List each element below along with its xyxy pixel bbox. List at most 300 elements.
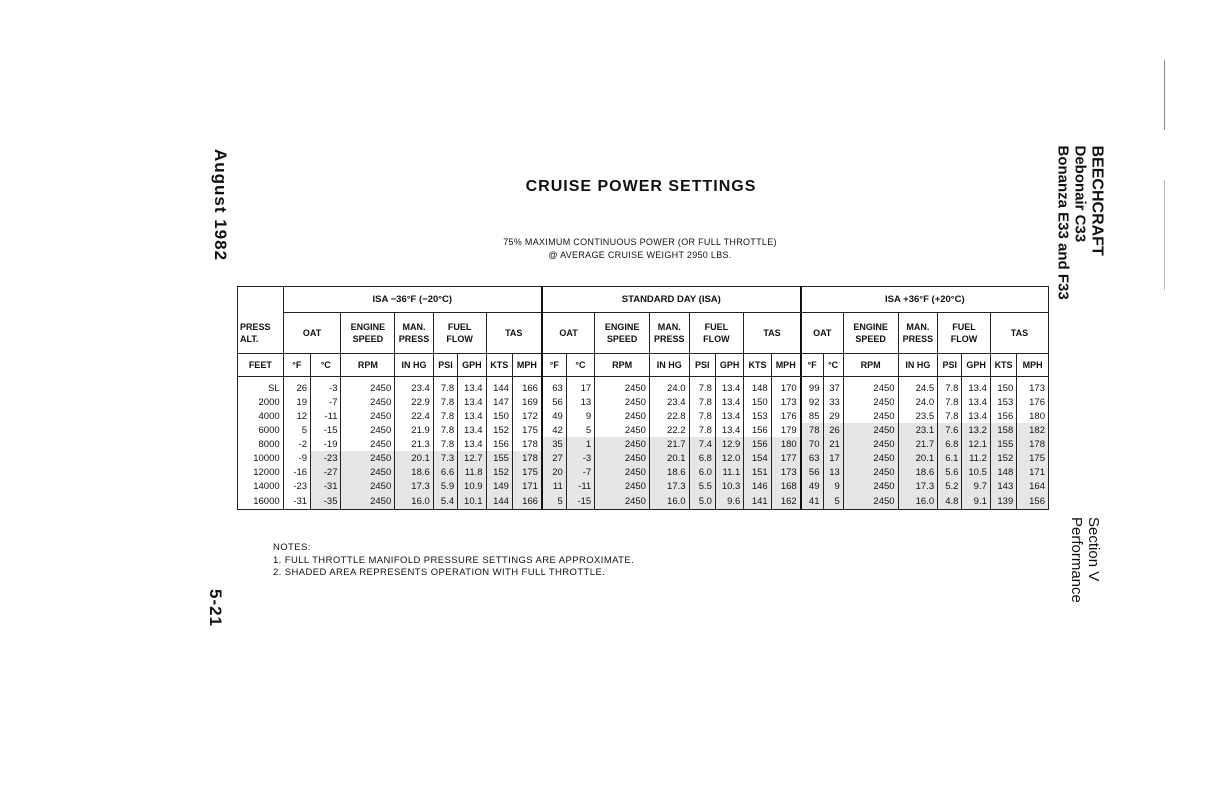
data-cell: 148 bbox=[744, 381, 771, 395]
data-cell: -15 bbox=[311, 423, 341, 437]
data-cell: 99 bbox=[801, 381, 823, 395]
section-line: Performance bbox=[1068, 517, 1085, 603]
table-row bbox=[238, 465, 1049, 479]
data-cell: 11 bbox=[542, 479, 566, 493]
data-cell: 2450 bbox=[843, 381, 898, 395]
data-cell: 156 bbox=[744, 437, 771, 451]
page-title: CRUISE POWER SETTINGS bbox=[525, 178, 757, 195]
data-cell: 11.2 bbox=[962, 451, 990, 465]
unit-header: °F bbox=[801, 354, 823, 377]
data-cell: -27 bbox=[311, 465, 341, 479]
data-cell: 9 bbox=[566, 409, 594, 423]
data-cell: 13 bbox=[566, 395, 594, 409]
data-cell: 2450 bbox=[843, 423, 898, 437]
units-row bbox=[238, 354, 1049, 377]
man-press-header: MAN. PRESS bbox=[649, 313, 689, 354]
data-cell: 20.1 bbox=[395, 451, 434, 465]
data-cell: 171 bbox=[512, 479, 542, 493]
data-cell: 21 bbox=[823, 437, 843, 451]
unit-header: PSI bbox=[433, 354, 457, 377]
data-cell: 10.3 bbox=[715, 479, 743, 493]
data-cell: 144 bbox=[486, 493, 512, 510]
data-cell: 13.4 bbox=[715, 409, 743, 423]
unit-header: PSI bbox=[689, 354, 715, 377]
tas-header: TAS bbox=[744, 313, 801, 354]
data-cell: 35 bbox=[542, 437, 566, 451]
table-row bbox=[238, 493, 1049, 510]
alt-cell: 2000 bbox=[238, 395, 284, 409]
data-cell: 153 bbox=[744, 409, 771, 423]
data-cell: 153 bbox=[990, 395, 1016, 409]
data-cell: 78 bbox=[801, 423, 823, 437]
data-cell: 2450 bbox=[341, 493, 395, 510]
data-cell: 180 bbox=[771, 437, 800, 451]
page-subtitle bbox=[440, 236, 840, 262]
data-cell: 178 bbox=[1017, 437, 1049, 451]
data-cell: 2450 bbox=[595, 409, 650, 423]
data-cell: 171 bbox=[1017, 465, 1049, 479]
data-cell: 92 bbox=[801, 395, 823, 409]
data-cell: 24.5 bbox=[898, 381, 938, 395]
data-cell: 13.4 bbox=[458, 381, 486, 395]
data-cell: 170 bbox=[771, 381, 800, 395]
data-cell: 144 bbox=[486, 381, 512, 395]
data-cell: 2450 bbox=[595, 479, 650, 493]
data-cell: 2450 bbox=[843, 409, 898, 423]
data-cell: -11 bbox=[311, 409, 341, 423]
unit-header: IN HG bbox=[395, 354, 434, 377]
data-cell: 7.3 bbox=[433, 451, 457, 465]
data-cell: 7.8 bbox=[433, 381, 457, 395]
unit-header: MPH bbox=[512, 354, 542, 377]
data-cell: 2450 bbox=[843, 465, 898, 479]
data-cell: 141 bbox=[744, 493, 771, 510]
fuel-flow-header: FUEL FLOW bbox=[689, 313, 744, 354]
cruise-power-table bbox=[237, 286, 1049, 510]
data-cell: 2450 bbox=[595, 465, 650, 479]
data-cell: 20.1 bbox=[898, 451, 938, 465]
brand-line: Debonair C33 bbox=[1071, 145, 1089, 243]
data-cell: 156 bbox=[486, 437, 512, 451]
data-cell: 29 bbox=[823, 409, 843, 423]
unit-header: °C bbox=[823, 354, 843, 377]
data-cell: 175 bbox=[512, 423, 542, 437]
fuel-flow-header: FUEL FLOW bbox=[433, 313, 486, 354]
fuel-flow-header: FUEL FLOW bbox=[938, 313, 991, 354]
table-body bbox=[238, 377, 1049, 510]
data-cell: -23 bbox=[311, 451, 341, 465]
unit-header: °C bbox=[311, 354, 341, 377]
unit-header: IN HG bbox=[649, 354, 689, 377]
alt-cell: 10000 bbox=[238, 451, 284, 465]
data-cell: 18.6 bbox=[395, 465, 434, 479]
corner-cell bbox=[238, 287, 284, 313]
data-cell: -16 bbox=[283, 465, 310, 479]
data-cell: -31 bbox=[311, 479, 341, 493]
data-cell: 12.0 bbox=[715, 451, 743, 465]
data-cell: 7.6 bbox=[938, 423, 962, 437]
data-cell: 24.0 bbox=[898, 395, 938, 409]
unit-header: GPH bbox=[458, 354, 486, 377]
data-cell: 16.0 bbox=[649, 493, 689, 510]
data-cell: 168 bbox=[771, 479, 800, 493]
data-cell: 56 bbox=[542, 395, 566, 409]
subtitle-line: 75% MAXIMUM CONTINUOUS POWER (OR FULL THROTTLE) bbox=[503, 237, 777, 247]
alt-cell: 6000 bbox=[238, 423, 284, 437]
data-cell: 7.8 bbox=[938, 395, 962, 409]
data-cell: 17 bbox=[823, 451, 843, 465]
data-cell: -7 bbox=[311, 395, 341, 409]
data-cell: 20.1 bbox=[649, 451, 689, 465]
data-cell: 166 bbox=[512, 381, 542, 395]
data-cell: -2 bbox=[283, 437, 310, 451]
data-cell: 16.0 bbox=[395, 493, 434, 510]
unit-header: KTS bbox=[486, 354, 512, 377]
engine-speed-header: ENGINE SPEED bbox=[843, 313, 898, 354]
data-cell: 12 bbox=[283, 409, 310, 423]
data-cell: 13.4 bbox=[962, 409, 990, 423]
tas-header: TAS bbox=[486, 313, 542, 354]
data-cell: 166 bbox=[512, 493, 542, 510]
data-cell: 2450 bbox=[595, 423, 650, 437]
data-cell: 16.0 bbox=[898, 493, 938, 510]
unit-header: RPM bbox=[595, 354, 650, 377]
table-row bbox=[238, 451, 1049, 465]
data-cell: 2450 bbox=[341, 423, 395, 437]
data-cell: 2450 bbox=[595, 395, 650, 409]
data-cell: 173 bbox=[771, 465, 800, 479]
data-cell: 176 bbox=[771, 409, 800, 423]
data-cell: 7.4 bbox=[689, 437, 715, 451]
section-line: Section V bbox=[1085, 517, 1102, 582]
data-cell: 9.1 bbox=[962, 493, 990, 510]
scan-edge-line bbox=[1164, 180, 1165, 290]
data-cell: 49 bbox=[801, 479, 823, 493]
data-cell: 17.3 bbox=[649, 479, 689, 493]
data-cell: 9.7 bbox=[962, 479, 990, 493]
engine-speed-header: ENGINE SPEED bbox=[341, 313, 395, 354]
data-cell: 33 bbox=[823, 395, 843, 409]
data-cell: -31 bbox=[283, 493, 310, 510]
data-cell: 182 bbox=[1017, 423, 1049, 437]
table-row bbox=[238, 437, 1049, 451]
engine-speed-header: ENGINE SPEED bbox=[595, 313, 650, 354]
unit-header: MPH bbox=[1017, 354, 1049, 377]
data-cell: 172 bbox=[512, 409, 542, 423]
data-cell: 7.8 bbox=[433, 423, 457, 437]
data-cell: 12.1 bbox=[962, 437, 990, 451]
data-cell: -3 bbox=[566, 451, 594, 465]
unit-feet: FEET bbox=[238, 354, 284, 377]
data-cell: 41 bbox=[801, 493, 823, 510]
data-cell: 5.0 bbox=[689, 493, 715, 510]
data-cell: 12.9 bbox=[715, 437, 743, 451]
data-cell: 151 bbox=[744, 465, 771, 479]
group-header-cold: ISA −36°F (−20°C) bbox=[283, 287, 542, 313]
data-cell: 19 bbox=[283, 395, 310, 409]
data-cell: 24.0 bbox=[649, 381, 689, 395]
data-cell: 175 bbox=[512, 465, 542, 479]
unit-header: °F bbox=[542, 354, 566, 377]
data-cell: 6.8 bbox=[938, 437, 962, 451]
unit-header: MPH bbox=[771, 354, 800, 377]
subtitle-line: @ AVERAGE CRUISE WEIGHT 2950 LBS. bbox=[548, 250, 732, 260]
data-cell: 7.8 bbox=[689, 381, 715, 395]
data-cell: 155 bbox=[990, 437, 1016, 451]
data-cell: 42 bbox=[542, 423, 566, 437]
data-cell: 5 bbox=[566, 423, 594, 437]
unit-header: PSI bbox=[938, 354, 962, 377]
unit-header: GPH bbox=[962, 354, 990, 377]
data-cell: 21.7 bbox=[898, 437, 938, 451]
data-cell: 18.6 bbox=[898, 465, 938, 479]
data-cell: 2450 bbox=[341, 479, 395, 493]
data-cell: 178 bbox=[512, 451, 542, 465]
data-cell: 22.9 bbox=[395, 395, 434, 409]
data-cell: 7.8 bbox=[689, 395, 715, 409]
data-cell: 2450 bbox=[843, 437, 898, 451]
data-cell: 9 bbox=[823, 479, 843, 493]
data-cell: 5 bbox=[283, 423, 310, 437]
data-cell: 10.1 bbox=[458, 493, 486, 510]
note-item: 1. FULL THROTTLE MANIFOLD PRESSURE SETTINGS ARE APPROXIMATE. bbox=[273, 554, 635, 566]
data-cell: -3 bbox=[311, 381, 341, 395]
data-cell: 13.4 bbox=[715, 395, 743, 409]
data-cell: 13.4 bbox=[458, 437, 486, 451]
data-cell: 2450 bbox=[843, 493, 898, 510]
data-cell: 63 bbox=[542, 381, 566, 395]
data-cell: 7.8 bbox=[938, 409, 962, 423]
data-cell: 13.4 bbox=[458, 395, 486, 409]
data-cell: 173 bbox=[771, 395, 800, 409]
alt-cell: 14000 bbox=[238, 479, 284, 493]
press-alt-header: PRESS ALT. bbox=[238, 313, 284, 354]
page-date: August 1982 bbox=[211, 148, 230, 262]
oat-header: OAT bbox=[801, 313, 844, 354]
unit-header: RPM bbox=[341, 354, 395, 377]
data-cell: 2450 bbox=[341, 465, 395, 479]
data-cell: 23.1 bbox=[898, 423, 938, 437]
data-cell: -15 bbox=[566, 493, 594, 510]
data-cell: 17.3 bbox=[898, 479, 938, 493]
data-cell: 6.8 bbox=[689, 451, 715, 465]
data-cell: 139 bbox=[990, 493, 1016, 510]
unit-header: GPH bbox=[715, 354, 743, 377]
data-cell: 2450 bbox=[341, 437, 395, 451]
data-cell: 152 bbox=[486, 465, 512, 479]
data-cell: 7.8 bbox=[433, 395, 457, 409]
data-cell: 5.4 bbox=[433, 493, 457, 510]
data-cell: 13 bbox=[823, 465, 843, 479]
data-cell: 17.3 bbox=[395, 479, 434, 493]
data-cell: 7.8 bbox=[433, 409, 457, 423]
data-cell: 10.9 bbox=[458, 479, 486, 493]
data-cell: 149 bbox=[486, 479, 512, 493]
section-block bbox=[1068, 517, 1102, 637]
data-cell: 13.4 bbox=[458, 423, 486, 437]
data-cell: 63 bbox=[801, 451, 823, 465]
alt-cell: 16000 bbox=[238, 493, 284, 510]
data-cell: -19 bbox=[311, 437, 341, 451]
data-cell: 13.4 bbox=[962, 395, 990, 409]
data-cell: 26 bbox=[823, 423, 843, 437]
data-cell: 150 bbox=[486, 409, 512, 423]
data-cell: 173 bbox=[1017, 381, 1049, 395]
data-cell: 176 bbox=[1017, 395, 1049, 409]
data-cell: -23 bbox=[283, 479, 310, 493]
data-cell: 150 bbox=[744, 395, 771, 409]
unit-header: RPM bbox=[843, 354, 898, 377]
data-cell: 5 bbox=[823, 493, 843, 510]
data-cell: 148 bbox=[990, 465, 1016, 479]
group-header-row bbox=[238, 287, 1049, 313]
oat-header: OAT bbox=[542, 313, 595, 354]
data-cell: 23.4 bbox=[395, 381, 434, 395]
unit-header: KTS bbox=[744, 354, 771, 377]
data-cell: -11 bbox=[566, 479, 594, 493]
data-cell: 22.8 bbox=[649, 409, 689, 423]
unit-header: KTS bbox=[990, 354, 1016, 377]
table-row bbox=[238, 479, 1049, 493]
data-cell: 152 bbox=[486, 423, 512, 437]
table-row bbox=[238, 381, 1049, 395]
data-cell: 56 bbox=[801, 465, 823, 479]
brand-line: Bonanza E33 and F33 bbox=[1054, 145, 1072, 300]
data-cell: 1 bbox=[566, 437, 594, 451]
data-cell: 23.5 bbox=[898, 409, 938, 423]
data-cell: 2450 bbox=[341, 381, 395, 395]
data-cell: 22.2 bbox=[649, 423, 689, 437]
data-cell: 9.6 bbox=[715, 493, 743, 510]
data-cell: 2450 bbox=[595, 451, 650, 465]
data-cell: 177 bbox=[771, 451, 800, 465]
alt-cell: 12000 bbox=[238, 465, 284, 479]
data-cell: 152 bbox=[990, 451, 1016, 465]
oat-header: OAT bbox=[283, 313, 341, 354]
data-cell: 156 bbox=[744, 423, 771, 437]
group-header-hot: ISA +36°F (+20°C) bbox=[801, 287, 1049, 313]
data-cell: 162 bbox=[771, 493, 800, 510]
data-cell: 146 bbox=[744, 479, 771, 493]
data-cell: 7.8 bbox=[689, 423, 715, 437]
table-row bbox=[238, 395, 1049, 409]
data-cell: 22.4 bbox=[395, 409, 434, 423]
data-cell: 85 bbox=[801, 409, 823, 423]
data-cell: 5 bbox=[542, 493, 566, 510]
data-cell: 155 bbox=[486, 451, 512, 465]
brand-line: BEECHCRAFT bbox=[1088, 145, 1106, 256]
data-cell: 10.5 bbox=[962, 465, 990, 479]
man-press-header: MAN. PRESS bbox=[395, 313, 434, 354]
unit-header: IN HG bbox=[898, 354, 938, 377]
data-cell: 13.4 bbox=[715, 381, 743, 395]
data-cell: 70 bbox=[801, 437, 823, 451]
note-item: 2. SHADED AREA REPRESENTS OPERATION WITH FULL THROTTLE. bbox=[273, 567, 606, 578]
data-cell: 2450 bbox=[843, 395, 898, 409]
data-cell: 2450 bbox=[341, 395, 395, 409]
data-cell: 23.4 bbox=[649, 395, 689, 409]
notes-heading: NOTES: bbox=[273, 542, 311, 553]
data-cell: -7 bbox=[566, 465, 594, 479]
data-cell: 5.9 bbox=[433, 479, 457, 493]
data-cell: 5.2 bbox=[938, 479, 962, 493]
data-cell: 154 bbox=[744, 451, 771, 465]
data-cell: 175 bbox=[1017, 451, 1049, 465]
alt-cell: 8000 bbox=[238, 437, 284, 451]
data-cell: 17 bbox=[566, 381, 594, 395]
data-cell: 156 bbox=[990, 409, 1016, 423]
man-press-header: MAN. PRESS bbox=[898, 313, 938, 354]
unit-header: °F bbox=[283, 354, 310, 377]
data-cell: 7.8 bbox=[433, 437, 457, 451]
data-cell: 13.4 bbox=[458, 409, 486, 423]
alt-cell: 4000 bbox=[238, 409, 284, 423]
data-cell: 49 bbox=[542, 409, 566, 423]
data-cell: 6.0 bbox=[689, 465, 715, 479]
data-cell: 11.8 bbox=[458, 465, 486, 479]
group-header-standard: STANDARD DAY (ISA) bbox=[542, 287, 801, 313]
data-cell: 21.3 bbox=[395, 437, 434, 451]
data-cell: -35 bbox=[311, 493, 341, 510]
sub-header-row bbox=[238, 313, 1049, 354]
data-cell: 27 bbox=[542, 451, 566, 465]
data-cell: 158 bbox=[990, 423, 1016, 437]
data-cell: -9 bbox=[283, 451, 310, 465]
tas-header: TAS bbox=[990, 313, 1048, 354]
table-row bbox=[238, 409, 1049, 423]
data-cell: 2450 bbox=[843, 451, 898, 465]
data-cell: 164 bbox=[1017, 479, 1049, 493]
data-cell: 13.4 bbox=[962, 381, 990, 395]
data-cell: 26 bbox=[283, 381, 310, 395]
data-cell: 150 bbox=[990, 381, 1016, 395]
data-cell: 156 bbox=[1017, 493, 1049, 510]
data-cell: 18.6 bbox=[649, 465, 689, 479]
data-cell: 12.7 bbox=[458, 451, 486, 465]
data-cell: 178 bbox=[512, 437, 542, 451]
data-cell: 11.1 bbox=[715, 465, 743, 479]
brand-block bbox=[1055, 146, 1106, 306]
data-cell: 5.6 bbox=[938, 465, 962, 479]
data-cell: 147 bbox=[486, 395, 512, 409]
data-cell: 143 bbox=[990, 479, 1016, 493]
data-cell: 7.8 bbox=[689, 409, 715, 423]
data-cell: 37 bbox=[823, 381, 843, 395]
data-cell: 13.4 bbox=[715, 423, 743, 437]
alt-cell: SL bbox=[238, 381, 284, 395]
data-cell: 5.5 bbox=[689, 479, 715, 493]
data-cell: 6.6 bbox=[433, 465, 457, 479]
scan-edge-line bbox=[1164, 60, 1165, 130]
page-number: 5-21 bbox=[206, 588, 225, 628]
data-cell: 21.9 bbox=[395, 423, 434, 437]
data-cell: 2450 bbox=[595, 381, 650, 395]
data-cell: 7.8 bbox=[938, 381, 962, 395]
data-cell: 4.8 bbox=[938, 493, 962, 510]
data-cell: 2450 bbox=[595, 437, 650, 451]
data-cell: 2450 bbox=[843, 479, 898, 493]
data-cell: 169 bbox=[512, 395, 542, 409]
data-cell: 20 bbox=[542, 465, 566, 479]
notes-block bbox=[273, 542, 634, 580]
data-cell: 2450 bbox=[341, 409, 395, 423]
data-cell: 21.7 bbox=[649, 437, 689, 451]
data-cell: 13.2 bbox=[962, 423, 990, 437]
data-cell: 180 bbox=[1017, 409, 1049, 423]
unit-header: °C bbox=[566, 354, 594, 377]
data-cell: 2450 bbox=[341, 451, 395, 465]
data-cell: 6.1 bbox=[938, 451, 962, 465]
